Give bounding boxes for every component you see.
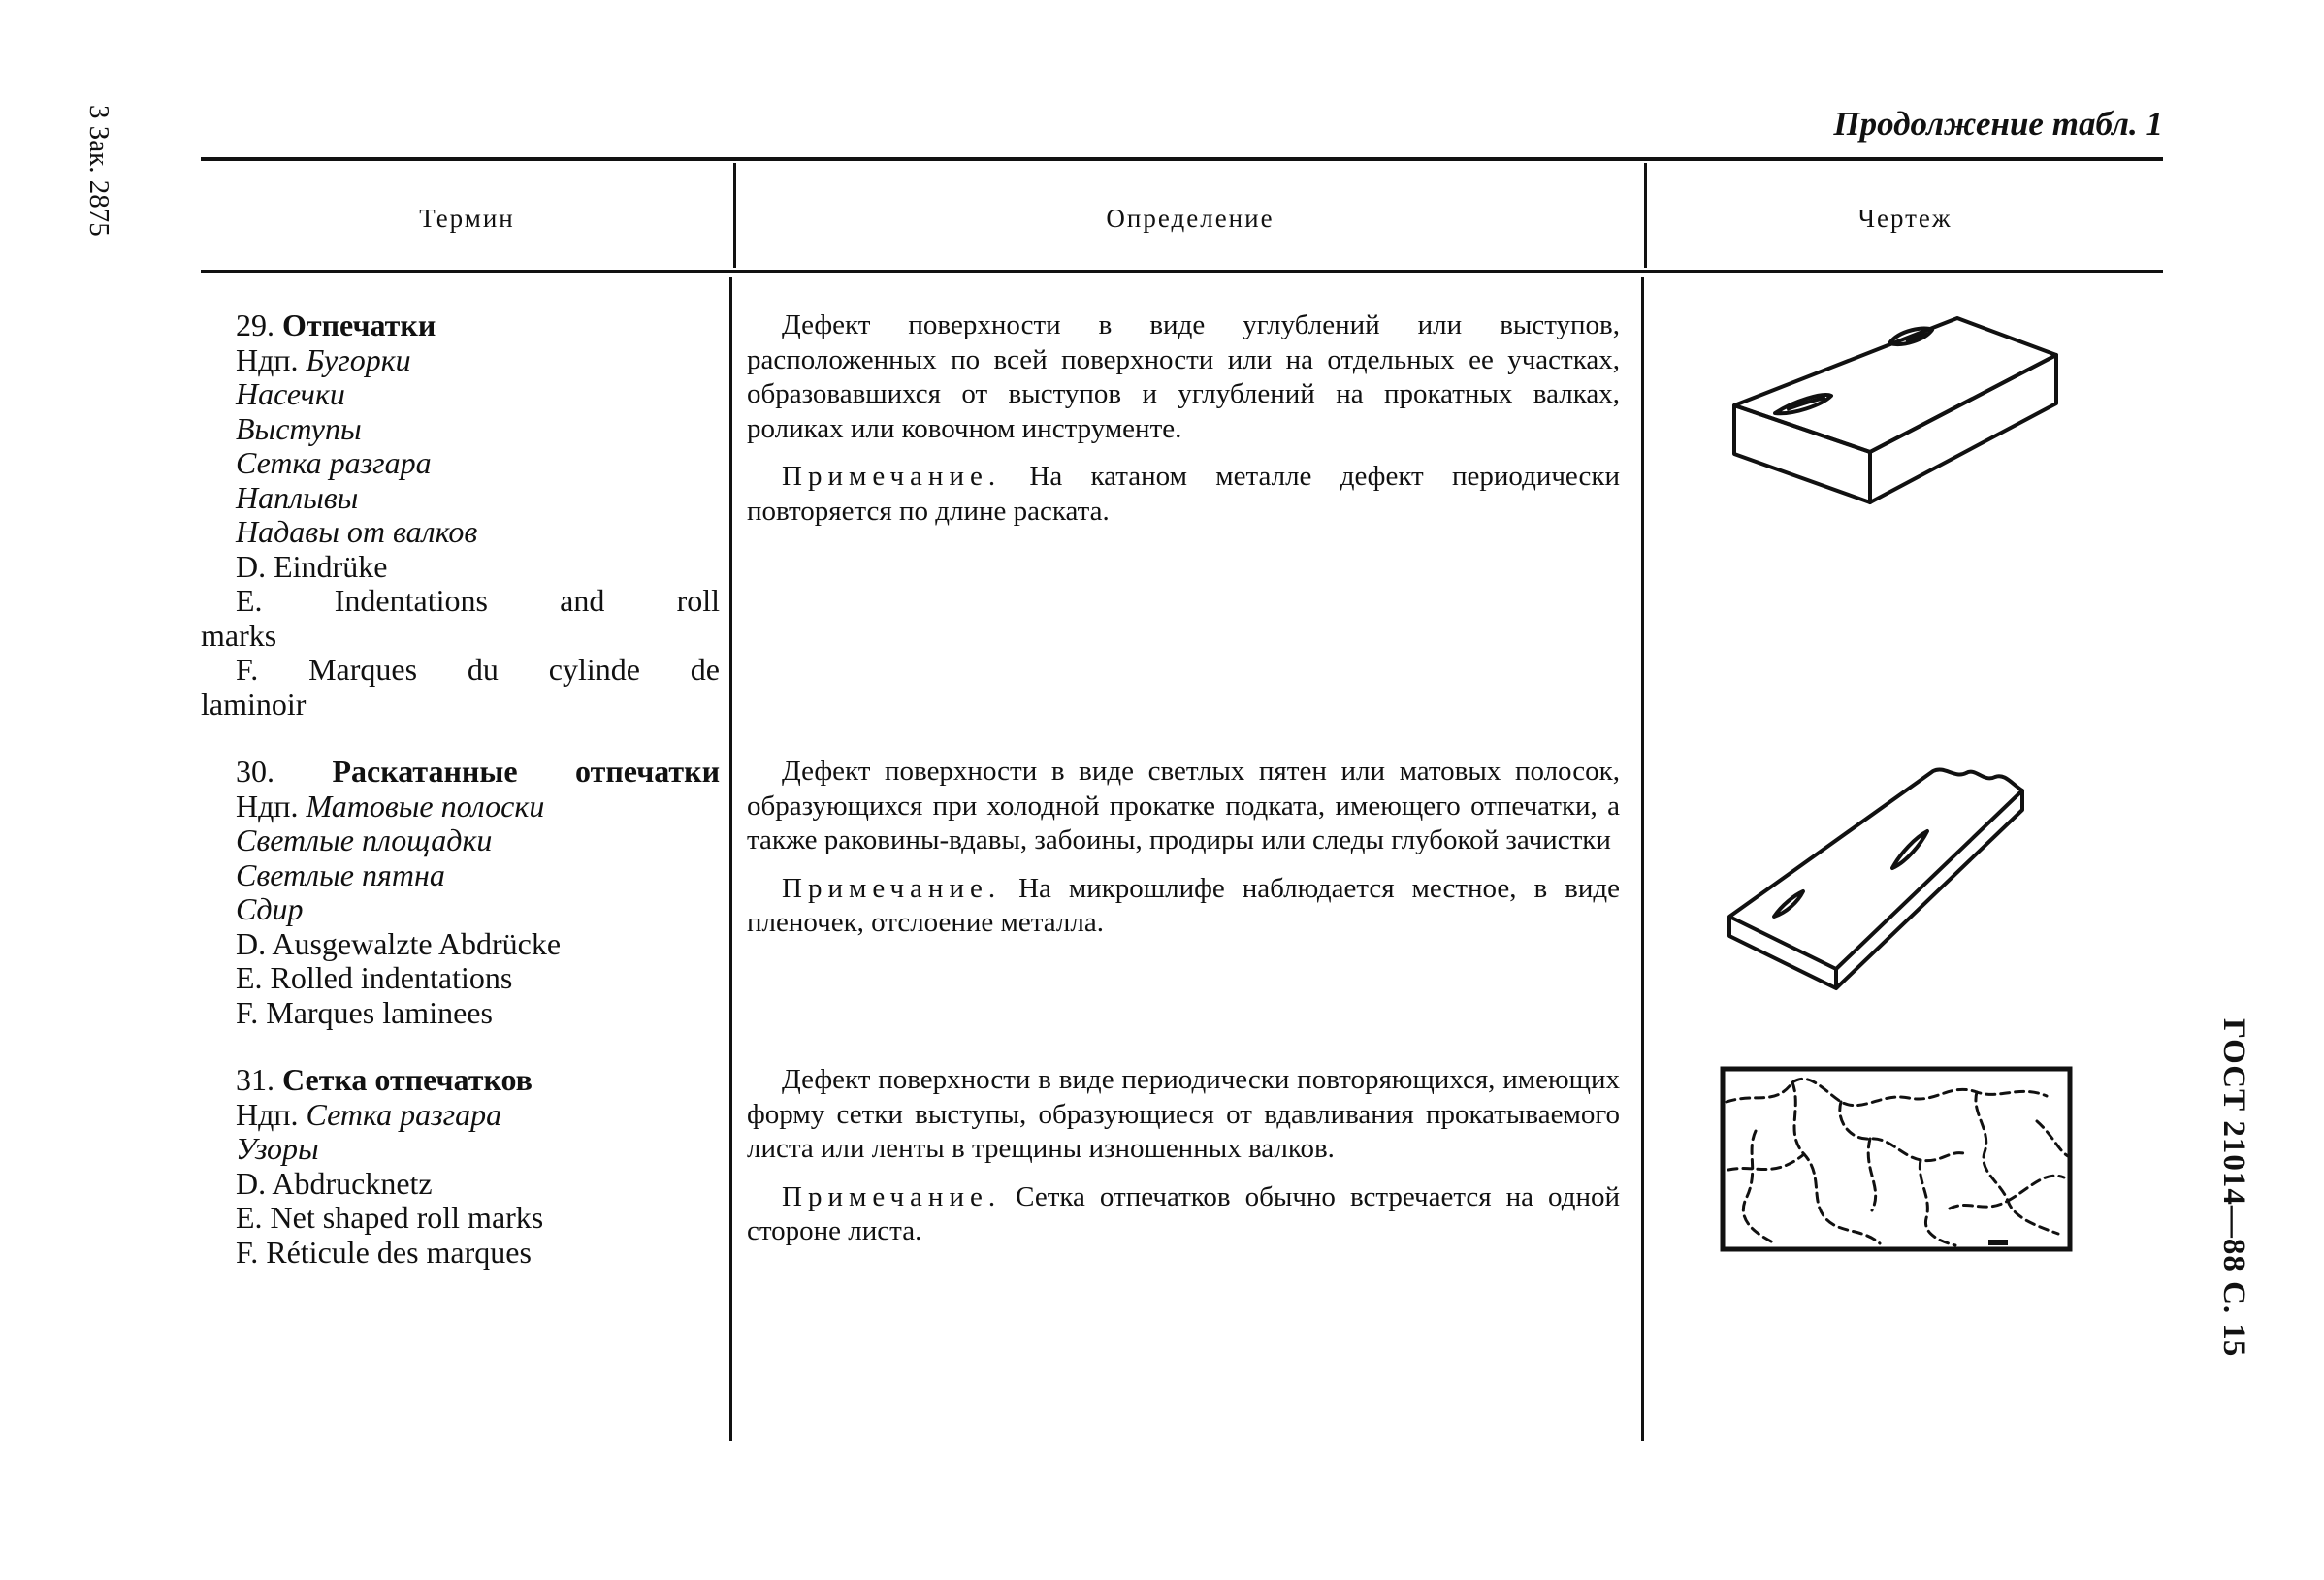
term-number: 29.: [236, 307, 274, 342]
foreign-term-en-cont: marks: [201, 617, 277, 653]
note-text: Сетка отпечатков обычно встречается на одной стороне листа.: [747, 1180, 1620, 1246]
foreign-term-en: E. Net shaped roll marks: [236, 1200, 544, 1235]
table-top-rule: [201, 157, 2163, 161]
ndp-line: [201, 1098, 720, 1133]
note-text: На микрошлифе наблюдается местное, в виде пленочек, отслоение металла.: [747, 872, 1620, 938]
continuation-title: Продолжение табл. 1: [1833, 105, 2163, 143]
ndp-label: Ндп.: [236, 341, 299, 377]
note-label: Примечание.: [782, 461, 1002, 492]
note-text: На катаном металле дефект периодически повторяется по длине раската.: [747, 461, 1621, 527]
column-divider-1: [729, 277, 732, 1441]
term-number: 30.: [236, 754, 274, 789]
term-number: 31.: [236, 1062, 274, 1097]
foreign-term-fr: F. Marques laminees: [236, 994, 493, 1030]
ndp-term: Сетка разгара: [236, 445, 432, 480]
foreign-term-de: D. Ausgewalzte Abdrücke: [236, 925, 562, 961]
term-title: Раскатанные отпечатки: [332, 754, 720, 789]
definition-30: [747, 755, 1620, 941]
definition-text: Дефект поверхности в виде светлых пятен или матовых полосок, образующихся при холодной прокатке подката, имеющего отпечатки, а также раковины-вдавы, забоины, продиры или следы глубокой зачистки: [747, 756, 1620, 855]
definition-note: [747, 460, 1620, 529]
term-entry-31: [201, 1063, 720, 1270]
column-header-term: Термин: [419, 204, 515, 233]
ndp-term: Бугорки: [306, 341, 411, 377]
definition-29: [747, 308, 1620, 529]
ndp-label: Ндп.: [236, 1096, 299, 1132]
ndp-line: [201, 790, 720, 824]
foreign-term-de: D. Eindrüke: [236, 548, 388, 584]
note-label: Примечание.: [782, 872, 1002, 904]
column-header-drawing: Чертеж: [1857, 204, 1953, 233]
definition-text: Дефект поверхности в виде периодически повторяющихся, имеющих форму сетки выступы, образующиеся от вдавливания прокатываемого листа или ленты в трещины изношенных валков.: [747, 1064, 1620, 1164]
definition-text: Дефект поверхности в виде углублений или выступов, расположенных по всей поверхности или на отдельных ее участках, образовавшихся от выступов и углублений на прокатных валках, роликах или ковочном инструменте.: [747, 309, 1620, 444]
roll-mark-net-drawing: [1717, 1063, 2078, 1257]
ndp-label: Ндп.: [236, 788, 299, 823]
ndp-term: Светлые пятна: [236, 856, 445, 892]
ndp-term: Наплывы: [236, 479, 359, 515]
definition-31: [747, 1063, 1620, 1249]
term-entry-30: [201, 755, 720, 1030]
column-header-definition: Определение: [1106, 204, 1275, 233]
indentations-drawing: [1727, 308, 2085, 512]
term-title-line: [201, 1063, 720, 1098]
term-title: Сетка отпечатков: [282, 1062, 533, 1097]
ndp-term: Сетка разгара: [306, 1096, 502, 1132]
term-title-line: [201, 755, 720, 790]
ndp-term: Выступы: [236, 410, 362, 446]
column-divider-2: [1641, 277, 1644, 1441]
gost-page-label: ГОСТ 21014—88 С. 15: [2216, 1018, 2251, 1358]
ndp-term: Узоры: [236, 1131, 319, 1166]
foreign-term-en: E. Indentations and roll: [236, 583, 720, 618]
term-title-line: [201, 308, 720, 343]
term-title: Отпечатки: [282, 307, 436, 342]
note-label: Примечание.: [782, 1180, 1002, 1212]
ndp-term: Надавы от валков: [236, 514, 478, 549]
ndp-term: Сдир: [236, 891, 304, 926]
foreign-term-fr: F. Réticule des marques: [236, 1234, 532, 1270]
ndp-line: [201, 343, 720, 378]
definition-note: [747, 1180, 1620, 1249]
term-entry-29: [201, 308, 720, 722]
definition-note: [747, 872, 1620, 941]
order-number-side: 3 Зак. 2875: [83, 105, 114, 237]
foreign-term-de: D. Abdrucknetz: [236, 1165, 433, 1201]
ndp-term: Насечки: [236, 376, 345, 411]
ndp-term: Матовые полоски: [306, 788, 545, 823]
ndp-term: Светлые площадки: [236, 822, 493, 857]
foreign-term-fr-cont: laminoir: [201, 686, 307, 722]
foreign-term-fr: F. Marques du cylinde de: [236, 652, 720, 687]
table-header-rule: [201, 270, 2163, 273]
foreign-term-en: E. Rolled indentations: [236, 960, 513, 995]
rolled-indentations-drawing: [1722, 761, 2090, 999]
